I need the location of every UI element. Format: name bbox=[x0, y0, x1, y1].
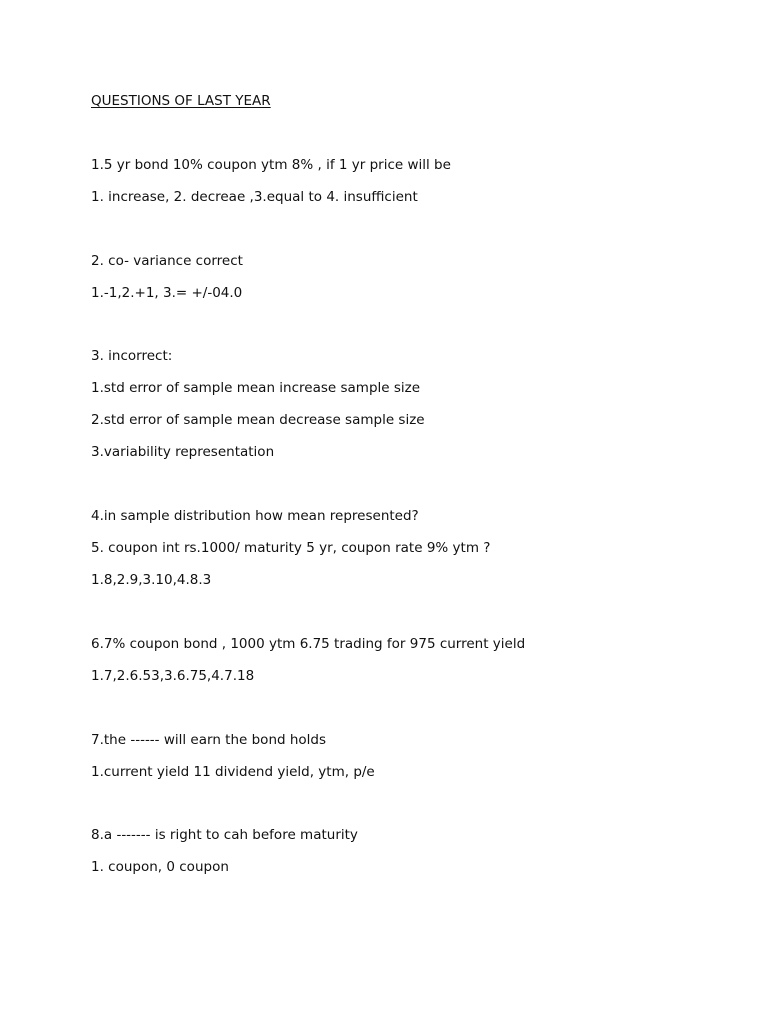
question-8-text: 8.a ------- is right to cah before maturity bbox=[91, 827, 358, 843]
question-4-text: 4.in sample distribution how mean represented? bbox=[91, 508, 419, 524]
question-6-options: 1.7,2.6.53,3.6.75,4.7.18 bbox=[91, 668, 255, 684]
question-2-text: 2. co- variance correct bbox=[91, 253, 243, 269]
question-7-options: 1.current yield 11 dividend yield, ytm, p/e bbox=[91, 764, 375, 780]
question-5-options: 1.8,2.9,3.10,4.8.3 bbox=[91, 572, 212, 588]
question-3-option-1: 1.std error of sample mean increase sample size bbox=[91, 380, 421, 396]
question-7-text: 7.the ------ will earn the bond holds bbox=[91, 732, 327, 748]
question-8-options: 1. coupon, 0 coupon bbox=[91, 859, 229, 875]
question-3-text: 3. incorrect: bbox=[91, 348, 173, 364]
question-3-option-3: 3.variability representation bbox=[91, 444, 275, 460]
question-3-option-2: 2.std error of sample mean decrease sample size bbox=[91, 412, 425, 428]
question-1-text: 1.5 yr bond 10% coupon ytm 8% , if 1 yr price will be bbox=[91, 157, 451, 173]
question-1-options: 1. increase, 2. decreae ,3.equal to 4. insufficient bbox=[91, 189, 418, 205]
document-title: QUESTIONS OF LAST YEAR bbox=[91, 93, 271, 109]
question-5-text: 5. coupon int rs.1000/ maturity 5 yr, coupon rate 9% ytm ? bbox=[91, 540, 491, 556]
question-6-text: 6.7% coupon bond , 1000 ytm 6.75 trading for 975 current yield bbox=[91, 636, 526, 652]
question-2-options: 1.-1,2.+1, 3.= +/-04.0 bbox=[91, 285, 243, 301]
